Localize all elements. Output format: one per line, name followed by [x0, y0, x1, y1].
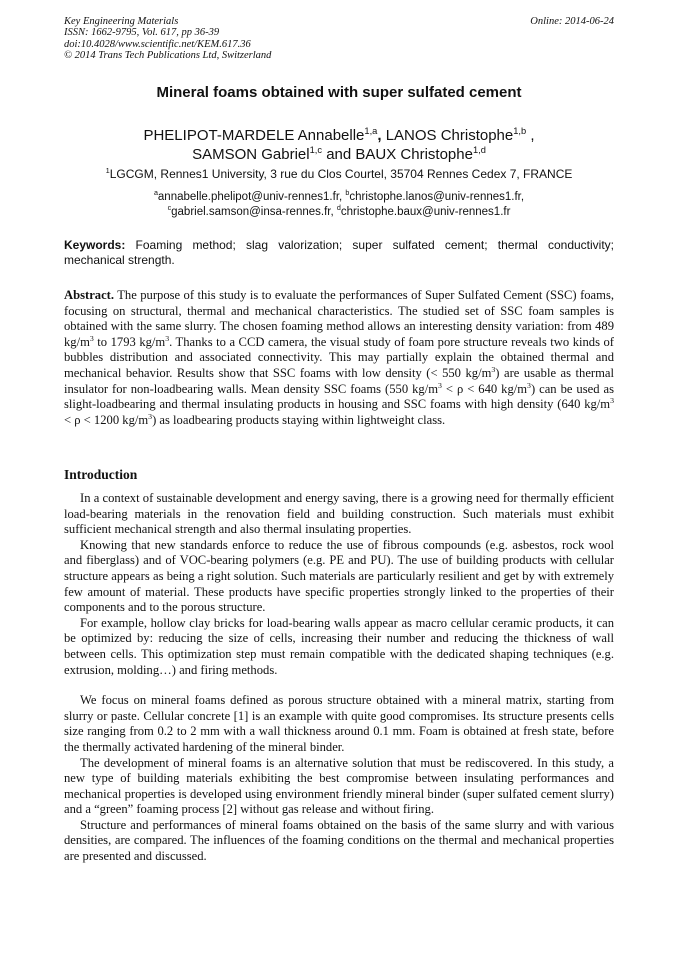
copyright: © 2014 Trans Tech Publications Ltd, Switzerland [64, 49, 272, 61]
author-list [64, 126, 614, 164]
unit-exponent: 3 [610, 395, 614, 405]
email-mark: b [345, 189, 350, 198]
affil-mark: 1 [105, 166, 110, 175]
issn-info: ISSN: 1662-9795, Vol. 617, pp 36-39 [64, 27, 220, 39]
paragraph: The development of mineral foams is an alternative solution that must be rediscovered. In this study, a new type of building materials exhibiting the best compromise between insulating performances and mechanical properties is developed using environment friendly mineral binder (super sulfated cement slurry) and a “green” foaming process [2] without gas release and without firing. [64, 755, 614, 817]
abstract-text: . Thanks to a CCD camera, the visual study of foam pore structure reveals two kinds of bubbles distribution and associated connectivity. This may partially explain the obtained thermal and mechanical behavior. Results show that SSC foams with low density (< 550 kg/m [64, 334, 614, 380]
unit-exponent: 3 [89, 333, 94, 343]
author-affil-mark: 1,a [364, 126, 378, 136]
abstract-text: < ρ < 1200 kg/m [64, 412, 149, 427]
abstract-text: to 1793 kg/m [93, 334, 166, 349]
email-mark: c [167, 204, 172, 213]
introduction-body [64, 491, 614, 865]
author-affil-mark: 1,c [309, 145, 323, 155]
keywords-text: Foaming method; slag valorization; super sulfated cement; thermal conductivity; mechanical strength. [64, 238, 614, 267]
paragraph: For example, hollow clay bricks for load-bearing walls appear as macro cellular ceramic products, it can be optimized by: reducing the size of cells, increasing their number and reducing the thickness of wall between cells. This optimization step must remain compatible with the dedicated shaping techniques (e.g. extrusion, molding…) and firing methods. [64, 615, 614, 677]
unit-exponent: 3 [165, 333, 170, 343]
author-affil-mark: 1,d [472, 145, 486, 155]
author-affil-mark: 1,b [513, 126, 527, 136]
unit-exponent: 3 [491, 364, 496, 374]
abstract-text: ) can be used as slight-loadbearing and thermal insulating products in housing and SSC foams with high density (640 kg/m [64, 381, 614, 412]
paragraph: We focus on mineral foams defined as porous structure obtained with a mineral matrix, starting from slurry or paste. Cellular concrete [1] is an example with quite good compromises. Its structure presents cells size ranging from 0.2 to 2 mm with a wall thickness around 0.1 mm. Foam is obtained at fresh state, before the thermally activated hardening of the mineral binder. [64, 693, 614, 754]
doi: doi:10.4028/www.scientific.net/KEM.617.36 [64, 38, 251, 50]
email-address: christophe.lanos@univ-rennes1.fr, [349, 191, 525, 203]
affil-text: LGCGM, Rennes1 University, 3 rue du Clos Courtel, 35704 Rennes Cedex 7, FRANCE [109, 167, 573, 181]
author-separator: and [322, 146, 356, 163]
email-mark: d [336, 204, 341, 213]
unit-exponent: 3 [527, 380, 531, 390]
journal-name: Key Engineering Materials [64, 16, 179, 27]
abstract [64, 288, 614, 428]
section-heading-introduction: Introduction [64, 467, 138, 482]
unit-exponent: 3 [438, 380, 442, 390]
abstract-text: ) are usable as thermal insulator for non-loadbearing walls. Mean density SSC foams (550 kg/m [64, 365, 614, 396]
paragraph: In a context of sustainable development and energy saving, there is a growing need for thermally efficient load-bearing materials in the renovation field and building construction. Such materials must exhibit sufficient mechanical strength and also thermal insulating properties. [64, 491, 614, 537]
email-address: annabelle.phelipot@univ-rennes1.fr, [157, 191, 346, 203]
keywords [64, 238, 614, 268]
paragraph: Knowing that new standards enforce to reduce the use of fibrous compounds (e.g. asbestos, rock wool and fiberglass) and of VOC-bearing polymers (e.g. PE and PU). The use of building products with cellular structure appears as being a right solution. Such materials are particularly resilient and get by with extremely few amount of material. These products have specific properties strongly linked to the properties of their components and to the porous structure. [64, 537, 614, 615]
email-address: gabriel.samson@insa-rennes.fr, [171, 206, 337, 218]
paragraph: Structure and performances of mineral foams obtained on the basis of the same slurry and with various densities, are compared. The influences of the foaming conditions on the thermal and mechanical properties are presented and discussed. [64, 817, 614, 864]
keywords-label: Keywords: [64, 238, 126, 252]
author-name: SAMSON Gabriel [192, 146, 310, 163]
unit-exponent: 3 [148, 411, 153, 421]
abstract-text: The purpose of this study is to evaluate the performances of Super Sulfated Cement (SSC) foams, focusing on structural, thermal and mechanical characteristics. The studied set of SSC foam samples is obtained with the same slurry. The chosen foaming method allows an interesting density variation: from 489 kg/m [64, 288, 614, 349]
author-name: PHELIPOT-MARDELE Annabelle [143, 127, 365, 144]
author-separator: , [377, 127, 386, 144]
author-name: LANOS Christophe [385, 127, 514, 144]
author-name: BAUX Christophe [355, 146, 473, 163]
abstract-text: < ρ < 640 kg/m [441, 381, 528, 396]
affiliation [64, 167, 614, 181]
abstract-label: Abstract. [64, 288, 115, 302]
email-address: christophe.baux@univ-rennes1.fr [340, 206, 511, 218]
author-separator: , [526, 127, 535, 144]
email-mark: a [153, 189, 158, 198]
page-header [64, 16, 614, 61]
paper-title: Mineral foams obtained with super sulfated cement [156, 84, 522, 101]
abstract-text: ) as loadbearing products staying within lightweight class. [152, 412, 446, 427]
email-list [64, 190, 614, 220]
online-date: Online: 2014-06-24 [530, 16, 614, 27]
